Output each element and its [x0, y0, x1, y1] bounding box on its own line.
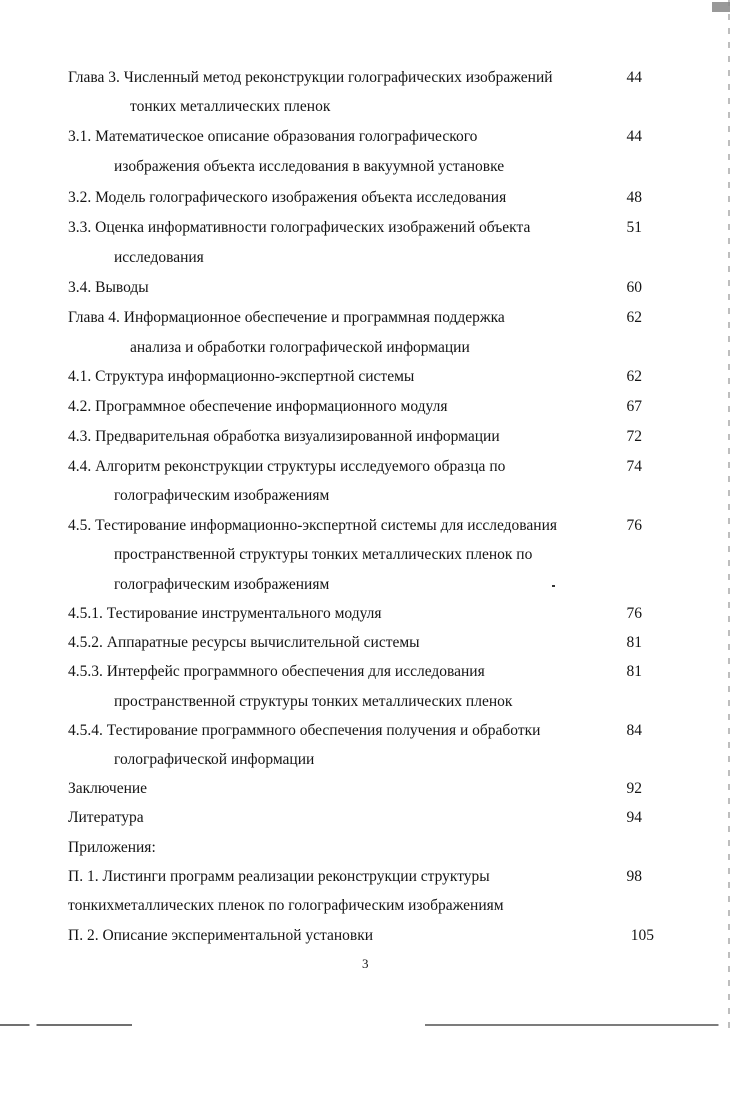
toc-references: Литература [68, 809, 144, 826]
toc-chapter-3-title: Глава 3. Численный метод реконструкции голографических изображений [68, 69, 553, 86]
toc-page-number: 44 [626, 128, 642, 145]
page-number: 3 [362, 956, 369, 971]
toc-page-number: 51 [626, 219, 642, 236]
toc-page-number: 44 [626, 69, 642, 86]
toc-page-number: 84 [626, 722, 642, 739]
scan-speck [552, 585, 555, 587]
toc-page-number: 62 [626, 309, 642, 326]
toc-section-3-3-cont: исследования [114, 249, 204, 266]
toc-appendices: Приложения: [68, 839, 156, 856]
toc-section-4-2: 4.2. Программное обеспечение информационного модуля [68, 398, 448, 415]
toc-conclusion: Заключение [68, 780, 148, 797]
toc-appendix-1: П. 1. Листинги программ реализации реконструкции структуры [68, 868, 490, 885]
toc-section-3-1: 3.1. Математическое описание образования голографического [68, 128, 478, 145]
toc-section-4-5-2: 4.5.2. Аппаратные ресурсы вычислительной системы [68, 634, 420, 651]
scan-edge [728, 0, 730, 1030]
toc-page-number: 81 [626, 663, 642, 680]
toc-page-number: 74 [626, 458, 642, 475]
toc-section-4-5: 4.5. Тестирование информационно-экспертной системы для исследования [68, 517, 558, 534]
toc-chapter-4-title: Глава 4. Информационное обеспечение и программная поддержка [68, 309, 505, 326]
toc-appendix-2: П. 2. Описание экспериментальной установки [68, 927, 374, 944]
toc-chapter-3-title-cont: тонких металлических пленок [130, 98, 331, 115]
toc-section-4-5-cont: пространственной структуры тонких металлических пленок по [114, 546, 533, 563]
toc-page-number: 72 [626, 428, 642, 445]
toc-section-4-4: 4.4. Алгоритм реконструкции структуры исследуемого образца по [68, 458, 506, 475]
toc-page-number: 92 [626, 780, 642, 797]
toc-page-number: 60 [626, 279, 642, 296]
toc-section-4-5-3-cont: пространственной структуры тонких металлических пленок [114, 693, 513, 710]
toc-page-number: 76 [626, 605, 642, 622]
toc-appendix-1-cont: тонкихметаллических пленок по голографическим изображениям [68, 897, 504, 914]
toc-page-number: 81 [626, 634, 642, 651]
toc-section-4-5-4-cont: голографической информации [114, 751, 315, 768]
toc-section-4-1: 4.1. Структура информационно-экспертной системы [68, 368, 415, 385]
toc-chapter-4-title-cont: анализа и обработки голографической информации [130, 339, 470, 356]
toc-page-number: 62 [626, 368, 642, 385]
toc-page-number: 67 [626, 398, 642, 415]
toc-section-4-5-cont: голографическим изображениям [114, 576, 330, 593]
toc-section-4-5-3: 4.5.3. Интерфейс программного обеспечения для исследования [68, 663, 485, 680]
toc-section-3-2: 3.2. Модель голографического изображения объекта исследования [68, 189, 507, 206]
toc-section-4-3: 4.3. Предварительная обработка визуализированной информации [68, 428, 500, 445]
toc-page-number: 48 [626, 189, 642, 206]
toc-section-4-5-4: 4.5.4. Тестирование программного обеспечения получения и обработки [68, 722, 541, 739]
toc-section-4-5-1: 4.5.1. Тестирование инструментального модуля [68, 605, 382, 622]
toc-page-number: 98 [626, 868, 642, 885]
scan-artifact-line [0, 1024, 733, 1026]
toc-section-3-4: 3.4. Выводы [68, 279, 149, 296]
toc-page-number: 94 [626, 809, 642, 826]
toc-section-3-3: 3.3. Оценка информативности голографических изображений объекта [68, 219, 531, 236]
toc-page-number: 105 [630, 927, 654, 944]
toc-page-number: 76 [626, 517, 642, 534]
toc-section-4-4-cont: голографическим изображениям [114, 487, 330, 504]
toc-section-3-1-cont: изображения объекта исследования в вакуумной установке [114, 158, 505, 175]
